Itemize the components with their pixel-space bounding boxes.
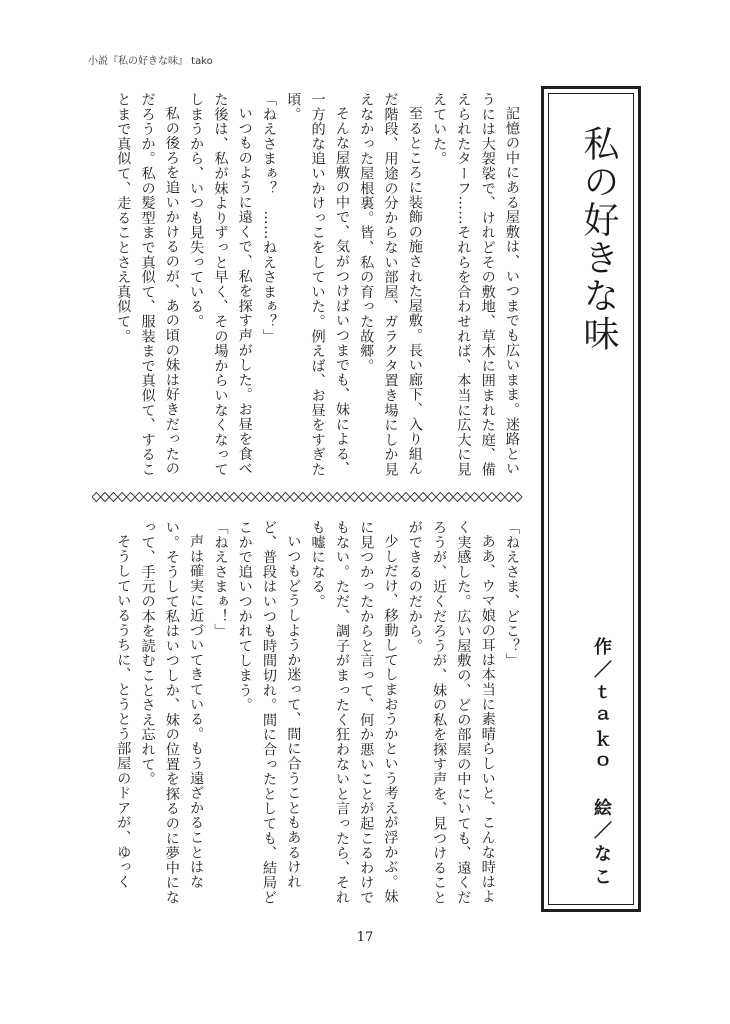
diamond-mark <box>427 492 436 501</box>
title-frame <box>541 86 641 912</box>
diamond-mark <box>144 492 153 501</box>
diamond-mark <box>187 492 196 501</box>
diamond-mark <box>333 492 342 501</box>
paragraph: 「ねえさま、どこ？」 <box>504 520 520 668</box>
story-title: 私の好きな味 <box>578 125 619 353</box>
diamond-mark <box>350 492 359 501</box>
diamond-mark <box>126 492 135 501</box>
diamond-mark <box>230 492 239 501</box>
diamond-mark <box>178 492 187 501</box>
diamond-mark <box>479 492 488 501</box>
diamond-mark <box>359 492 368 501</box>
paragraph: 私の後ろを追いかけるのが、あの頃の妹は好きだったのだろうか。私の髪型まで真似て、服装まで真似て、することまで真似て、走ることさえ真似て。 <box>115 92 180 477</box>
paragraph: 声は確実に近づいてきている。もう遠ざかることはない。そうして私はいつしか、妹の位置を探るのに夢中になって、手元の本を読むことさえ忘れて。 <box>139 520 205 905</box>
diamond-mark <box>513 492 522 501</box>
running-header: 小説『私の好きな味』 tako <box>88 56 213 67</box>
diamond-mark <box>161 492 170 501</box>
paragraph: そんな屋敷の中で、気がつけばいつまでも、妹による、一方的な追いかけっこをしていた。例えば、お昼をすぎた頃。 <box>285 92 350 477</box>
diamond-mark <box>384 492 393 501</box>
diamond-mark <box>445 492 454 501</box>
diamond-mark <box>221 492 230 501</box>
paragraph: 「ねえさまぁ！」 <box>212 520 229 639</box>
diamond-mark <box>402 492 411 501</box>
diamond-mark <box>419 492 428 501</box>
diamond-mark <box>410 492 419 501</box>
paragraph: 「ねえさまぁ？ ……ねえさまぁ？」 <box>261 92 278 344</box>
paragraph: いつものように遠くで、私を探す声がした。お昼を食べた後は、私が妹よりずっと早く、その場からいなくなってしまうから、いつも見失っている。 <box>188 92 253 477</box>
upper-text-column <box>88 92 524 480</box>
diamond-mark <box>101 492 110 501</box>
author-byline: 作／ｔａｋｏ 絵／なこ <box>591 637 612 890</box>
diamond-mark <box>92 492 101 501</box>
diamond-mark <box>247 492 256 501</box>
diamond-mark <box>436 492 445 501</box>
diamond-mark <box>367 492 376 501</box>
lower-text-column <box>88 520 524 912</box>
diamond-mark <box>212 492 221 501</box>
diamond-mark <box>341 492 350 501</box>
diamond-mark <box>169 492 178 501</box>
diamond-mark <box>298 492 307 501</box>
diamond-mark <box>118 492 127 501</box>
diamond-mark <box>462 492 471 501</box>
diamond-mark <box>281 492 290 501</box>
diamond-mark <box>290 492 299 501</box>
diamond-mark <box>376 492 385 501</box>
diamond-mark <box>393 492 402 501</box>
diamond-mark <box>238 492 247 501</box>
diamond-mark <box>496 492 505 501</box>
paragraph: いつもどうしようか迷って、間に合うこともあるけれど、普段はいつも時間切れ。間に合ったとしても、結局どこかで追いつかれてしまう。 <box>236 520 302 905</box>
diamond-mark <box>204 492 213 501</box>
diamond-mark <box>316 492 325 501</box>
ornamental-divider <box>92 491 524 503</box>
diamond-border-icon <box>92 491 524 503</box>
diamond-mark <box>109 492 118 501</box>
diamond-mark <box>273 492 282 501</box>
diamond-mark <box>470 492 479 501</box>
diamond-mark <box>324 492 333 501</box>
diamond-mark <box>152 492 161 501</box>
diamond-mark <box>255 492 264 501</box>
diamond-mark <box>195 492 204 501</box>
diamond-mark <box>135 492 144 501</box>
diamond-mark <box>307 492 316 501</box>
diamond-mark <box>505 492 514 501</box>
page-number: 17 <box>356 930 374 945</box>
paragraph: 少しだけ、移動してしまおうかという考えが浮かぶ。妹に見つかったからと言って、何か悪いことが起こるわけでもない。ただ、調子がまったく狂わないと言ったら、それも嘘になる。 <box>309 520 399 905</box>
diamond-mark <box>264 492 273 501</box>
paragraph: そうしているうちに、とうとう部屋のドアが、ゆっく <box>115 534 132 890</box>
diamond-mark <box>488 492 497 501</box>
paragraph: 至るところに装飾の施された屋敷。長い廊下、入り組んだ階段、用途の分からない部屋、ガラクタ置き場にしか見えなかった屋根裏。皆、私の育った故郷。 <box>358 92 423 477</box>
paragraph: 記憶の中にある屋敷は、いつまでも広いまま。迷路というには大袈裟で、けれどその敷地、草木に囲まれた庭、備えられたターフ……それらを合わせれば、本当に広大に見えていた。 <box>431 92 520 477</box>
paragraph: ああ、ウマ娘の耳は本当に素晴らしいと、こんな時はよく実感した。広い屋敷の、どの部屋の中にいても、遠くだろうが、近くだろうが、妹の私を探す声を、見つけることができるのだから。 <box>406 520 496 905</box>
diamond-mark <box>453 492 462 501</box>
